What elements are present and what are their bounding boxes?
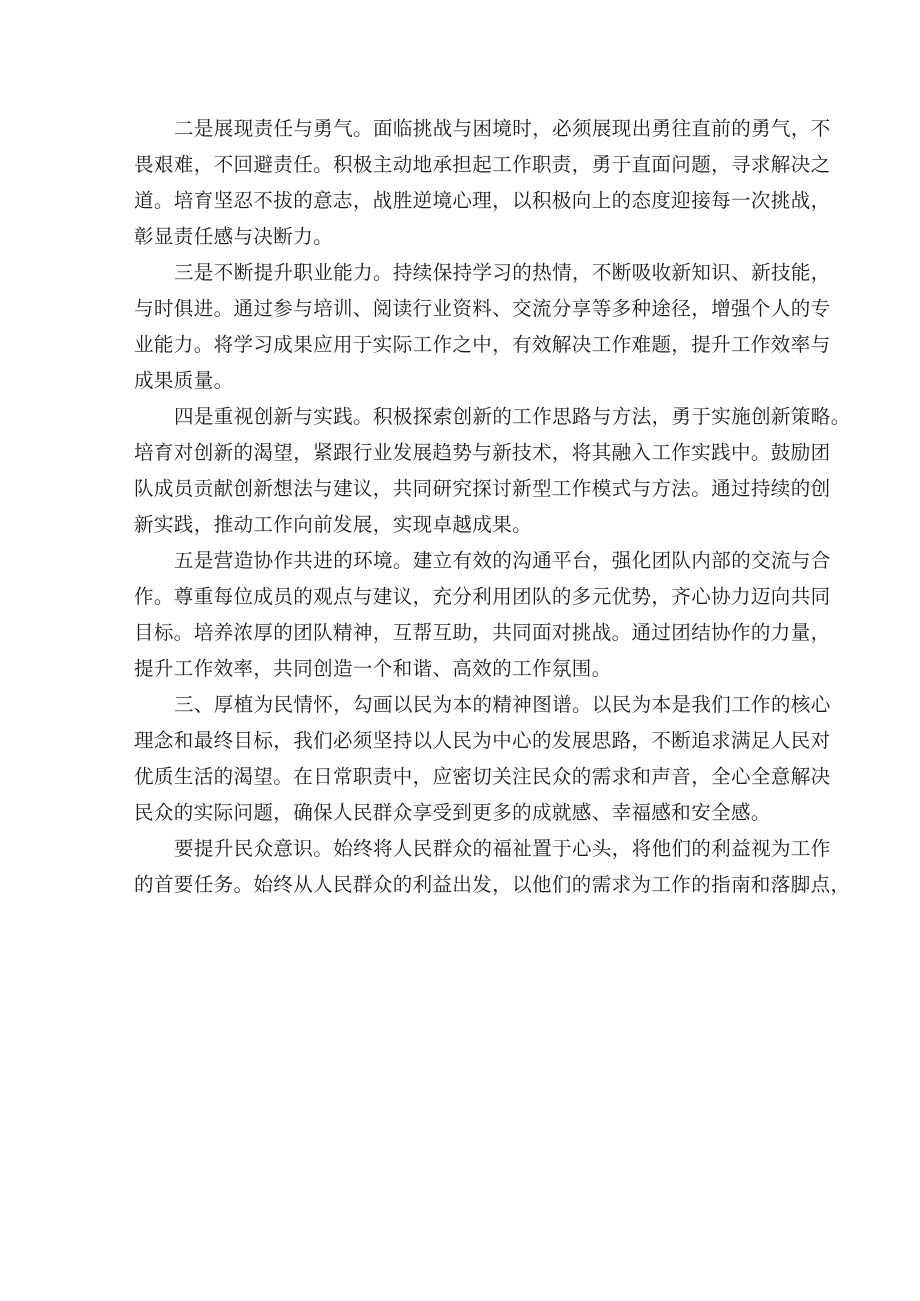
paragraph-line: 目标。培养浓厚的团队精神，互帮互助，共同面对挑战。通过团结协作的力量， [134, 621, 831, 644]
paragraph-line: 作。尊重每位成员的观点与建议，充分利用团队的多元优势，齐心协力迈向共同 [134, 585, 831, 608]
paragraph-line: 三是不断提升职业能力。持续保持学习的热情，不断吸收新知识、新技能， [174, 261, 831, 284]
paragraph-line: 队成员贡献创新想法与建议，共同研究探讨新型工作模式与方法。通过持续的创 [134, 477, 831, 500]
paragraph-line: 业能力。将学习成果应用于实际工作之中，有效解决工作难题，提升工作效率与 [134, 333, 831, 356]
paragraph-line: 提升工作效率，共同创造一个和谐、高效的工作氛围。 [134, 657, 612, 680]
paragraph-line: 四是重视创新与实践。积极探索创新的工作思路与方法，勇于实施创新策略。 [174, 405, 851, 428]
paragraph-line: 畏艰难，不回避责任。积极主动地承担起工作职责，勇于直面问题，寻求解决之 [134, 153, 831, 176]
paragraph-line: 与时俱进。通过参与培训、阅读行业资料、交流分享等多种途径，增强个人的专 [134, 297, 831, 320]
paragraph-line: 道。培育坚忍不拔的意志，战胜逆境心理，以积极向上的态度迎接每一次挑战， [134, 189, 831, 212]
paragraph-line: 彰显责任感与决断力。 [134, 225, 334, 248]
paragraph-line: 新实践，推动工作向前发展，实现卓越成果。 [134, 513, 533, 536]
paragraph-line: 二是展现责任与勇气。面临挑战与困境时，必须展现出勇往直前的勇气，不 [174, 117, 831, 140]
paragraph-line: 要提升民众意识。始终将人民群众的福祉置于心头，将他们的利益视为工作 [174, 837, 831, 860]
paragraph-line: 民众的实际问题，确保人民群众享受到更多的成就感、幸福感和安全感。 [134, 801, 771, 824]
paragraph-line: 优质生活的渴望。在日常职责中，应密切关注民众的需求和声音，全心全意解决 [134, 765, 831, 788]
paragraph-line: 的首要任务。始终从人民群众的利益出发，以他们的需求为工作的指南和落脚点， [134, 873, 851, 896]
paragraph-line: 理念和最终目标，我们必须坚持以人民为中心的发展思路，不断追求满足人民对 [134, 729, 831, 752]
paragraph-line: 成果质量。 [134, 369, 234, 392]
paragraph-line: 培育对创新的渴望，紧跟行业发展趋势与新技术，将其融入工作实践中。鼓励团 [134, 441, 831, 464]
paragraph-line: 三、厚植为民情怀，勾画以民为本的精神图谱。以民为本是我们工作的核心 [174, 693, 831, 716]
paragraph-line: 五是营造协作共进的环境。建立有效的沟通平台，强化团队内部的交流与合 [174, 549, 831, 572]
